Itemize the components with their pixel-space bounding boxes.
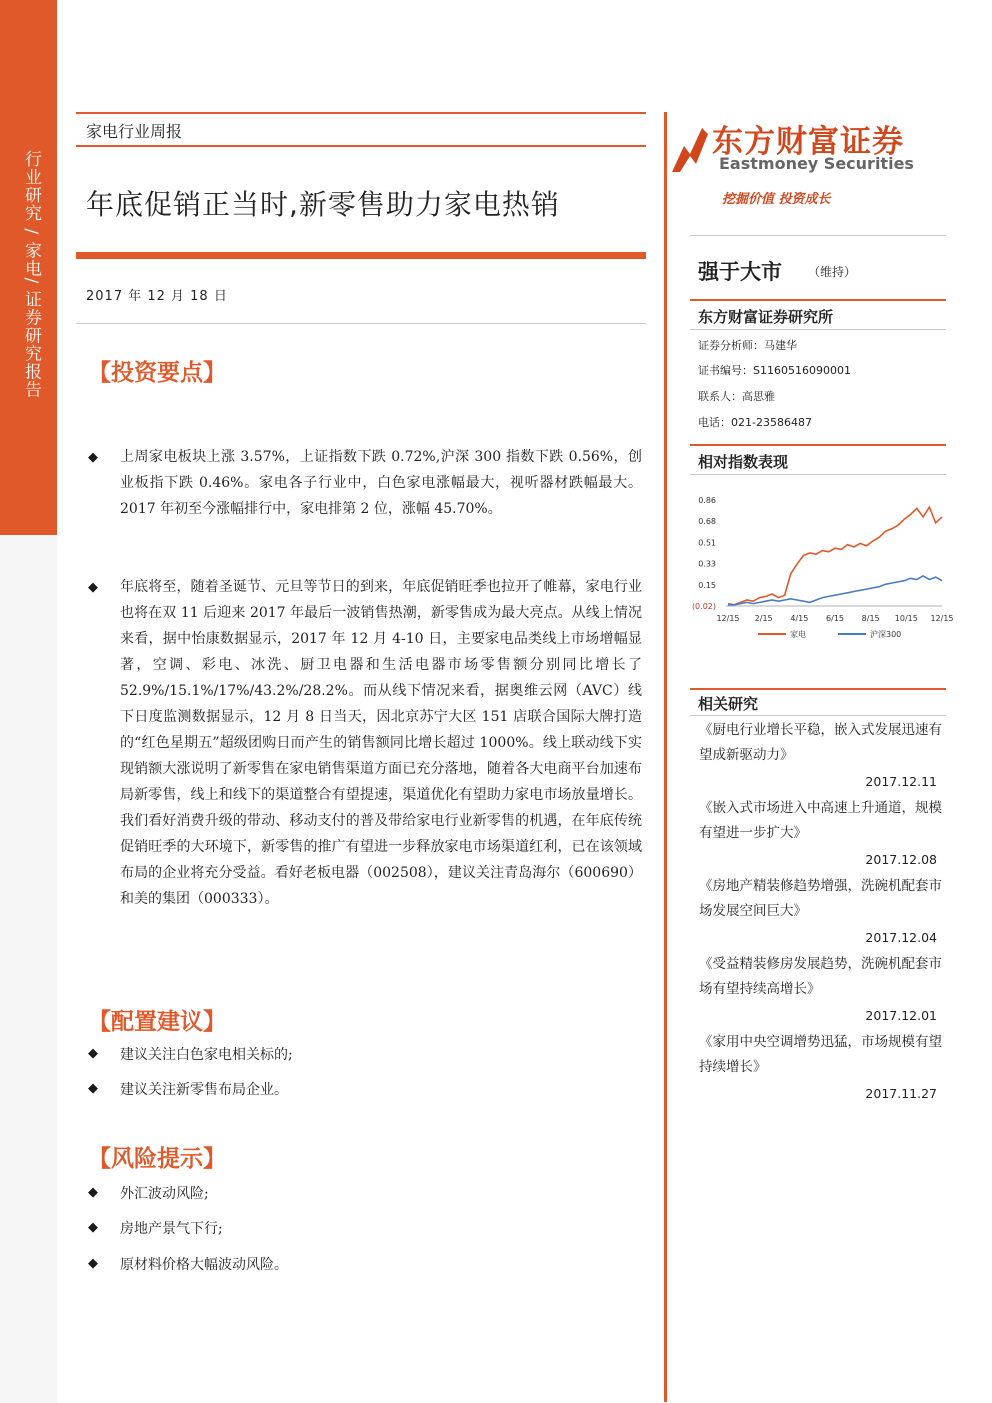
x-axis-labels (716, 614, 953, 623)
risk-heading: 【风险提示】 (88, 1145, 226, 1172)
cert-number: 证书编号：S1160516090001 (698, 364, 851, 377)
series-line (728, 507, 942, 605)
investment-heading: 【投资要点】 (88, 359, 226, 386)
allocation-heading: 【配置建议】 (88, 1008, 226, 1035)
contact-person: 联系人：高思雅 (698, 390, 775, 403)
y-axis-labels (692, 496, 716, 611)
institute-rule-bottom (690, 329, 946, 330)
x-tick-label: 10/15 (894, 614, 918, 623)
y-tick-label: 0.51 (698, 538, 716, 548)
related-item-title: 《家用中央空调增势迅猛，市场规模有望持续增长》 (699, 1034, 942, 1075)
x-tick-label: 8/15 (861, 614, 880, 623)
chart-heading: 相对指数表现 (698, 453, 789, 471)
report-title: 年底促销正当时,新零售助力家电热销 (86, 188, 560, 221)
legend-label: 沪深300 (870, 630, 902, 639)
analyst-name: 证券分析师：马建华 (698, 339, 797, 352)
related-heading: 相关研究 (698, 695, 759, 713)
institute-name: 东方财富证券研究所 (698, 308, 834, 326)
report-date: 2017 年 12 月 18 日 (86, 289, 228, 304)
bullet-icon: ◆ (88, 580, 98, 595)
report-type: 家电行业周报 (86, 122, 183, 141)
related-item-date: 2017.11.27 (865, 1086, 937, 1101)
x-tick-label: 6/15 (826, 614, 844, 623)
chart-legend (758, 629, 901, 639)
related-item-date: 2017.12.04 (865, 930, 937, 945)
brand-name-en: Eastmoney Securities (719, 154, 914, 173)
rating-label: 强于大市 (698, 260, 782, 284)
related-item-date: 2017.12.08 (865, 852, 937, 867)
x-tick-label: 12/15 (716, 614, 740, 623)
chart-rule (690, 444, 946, 446)
related-item-title: 《房地产精装修趋势增强，洗碗机配套市场发展空间巨大》 (699, 878, 942, 919)
phone-number: 电话：021-23586487 (698, 416, 812, 429)
x-tick-label: 4/15 (790, 614, 809, 623)
related-item-title: 《厨电行业增长平稳，嵌入式发展迅速有望成新驱动力》 (699, 722, 942, 763)
y-tick-label: (0.02) (691, 602, 716, 611)
bullet-icon: ◆ (88, 1046, 98, 1061)
y-tick-label: 0.33 (698, 559, 716, 569)
institute-rule (690, 299, 946, 301)
series-line (728, 576, 942, 605)
header-rule-mid (76, 145, 646, 147)
relative-index-chart (688, 486, 954, 646)
x-tick-label: 2/15 (754, 614, 773, 623)
risk-item-2: 房地产景气下行; (120, 1221, 223, 1237)
sidebar-label: 行业研究 / 家电/ 证券研究报告 (21, 150, 41, 399)
related-rule (690, 688, 946, 690)
investment-paragraph-1: 上周家电板块上涨 3.57%，上证指数下跌 0.72%,沪深 300 指数下跌 0.56%，创业板指下跌 0.46%。家电各子行业中，白色家电涨幅最大，视听器材跌幅最大。2017 年初至今涨幅排行中，家电排第 2 位，涨幅 45.70%。 (120, 449, 642, 517)
bullet-icon: ◆ (88, 450, 98, 465)
x-tick-label: 12/15 (930, 614, 954, 623)
risk-item-1: 外汇波动风险; (120, 1186, 209, 1202)
bullet-icon: ◆ (88, 1081, 98, 1096)
y-tick-label: 0.68 (698, 517, 716, 527)
brand-name-cn: 东方财富证券 (712, 124, 904, 160)
allocation-item-2: 建议关注新零售布局企业。 (120, 1082, 288, 1098)
risk-item-3: 原材料价格大幅波动风险。 (120, 1257, 288, 1273)
investment-paragraph-2: 年底将至，随着圣诞节、元旦等节日的到来，年底促销旺季也拉开了帷幕，家电行业也将在双 11 后迎来 2017 年最后一波销售热潮，新零售成为最大亮点。从线上情况来看，据中怡康数据显示，2017 年 12 月 4-10 日，主要家电品类线上市场增幅显著，空调、彩电、冰洗、厨卫电器和生活电器市场零售额分别同比增长了 52.9%/15.1%/17%/43.2%/28.2%。而从线下情况来看，据奥维云网（AVC）线下日度监测数据显示，12 月 8 日当天，因北京苏宁大区 151 店联合国际大牌打造的“红色星期五”超级团购日而产生的销售额同比增长超过 1000%。线上联动线下实现销额大涨说明了新零售在家电销售渠道方面已充分落地，随着各大电商平台加速布局新零售，线上和线下的渠道整合有望提速，渠道优化有望助力家电市场放量增长。我们看好消费升级的带动、移动支付的普及带给家电行业新零售的机遇，在年底传统促销旺季的大环境下，新零售的推广有望进一步释放家电市场渠道红利，已在该领域布局的企业将充分受益。看好老板电器（002508），建议关注青岛海尔（600690）和美的集团（000333）。 (120, 579, 642, 907)
column-divider (664, 112, 667, 1402)
allocation-item-1: 建议关注白色家电相关标的; (120, 1047, 293, 1063)
brand-logo-icon (668, 120, 712, 176)
header-rule-top (76, 112, 646, 114)
date-rule (76, 323, 646, 324)
bullet-icon: ◆ (88, 1256, 98, 1271)
bullet-icon: ◆ (88, 1185, 98, 1200)
brand-slogan: 挖掘价值 投资成长 (722, 192, 831, 207)
title-rule (76, 252, 646, 259)
y-tick-label: 0.15 (698, 580, 716, 590)
related-item-title: 《嵌入式市场进入中高速上升通道，规模有望进一步扩大》 (699, 800, 942, 841)
bullet-icon: ◆ (88, 1220, 98, 1235)
related-heading-rule (690, 715, 946, 716)
chart-heading-rule (690, 474, 946, 475)
rating-status: （维持） (808, 265, 857, 279)
y-tick-label: 0.86 (698, 496, 716, 505)
rating-rule-top (690, 235, 946, 236)
legend-label: 家电 (790, 630, 806, 639)
related-item-date: 2017.12.11 (865, 774, 937, 789)
related-item-title: 《受益精装修房发展趋势，洗碗机配套市场有望持续高增长》 (699, 956, 942, 997)
chart-series (728, 507, 942, 605)
related-item-date: 2017.12.01 (865, 1008, 937, 1023)
